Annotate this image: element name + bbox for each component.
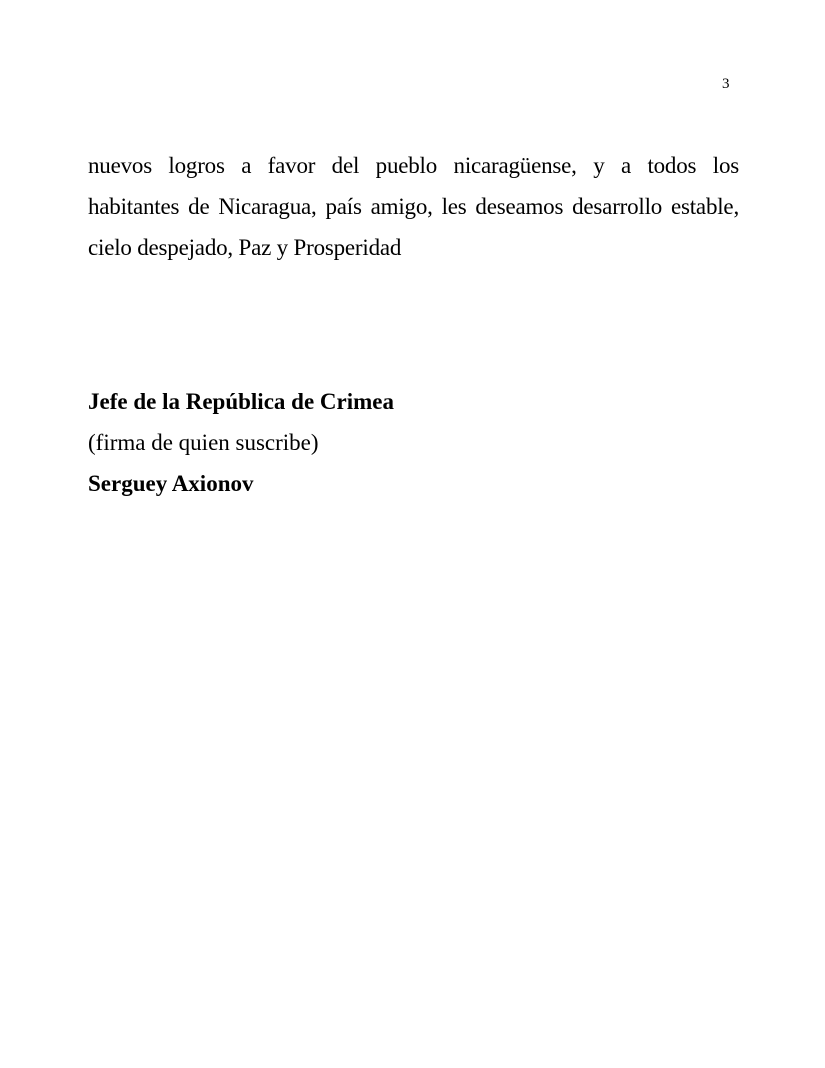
paragraph-line: cielo despejado, Paz y Prosperidad <box>88 235 402 260</box>
signature-block <box>88 381 739 504</box>
signatory-name: Serguey Axionov <box>88 471 254 496</box>
signature-note: (firma de quien suscribe) <box>88 430 319 455</box>
signatory-title: Jefe de la República de Crimea <box>88 389 394 414</box>
paragraph-line: nuevos logros a favor del pueblo nicaragüense, y a todos los <box>88 153 739 178</box>
paragraph-line: habitantes de Nicaragua, país amigo, les deseamos desarrollo estable, <box>88 194 739 219</box>
body-paragraph <box>88 145 739 268</box>
page-number: 3 <box>722 76 730 92</box>
